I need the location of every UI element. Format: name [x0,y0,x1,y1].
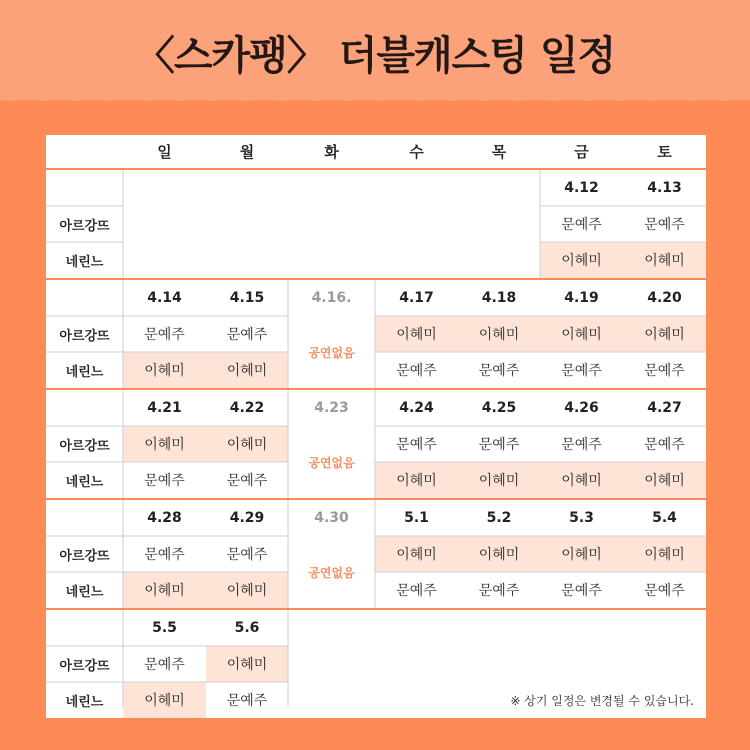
date-cell: 5.4 [623,500,706,536]
scallop [196,84,230,101]
day-header-7: 토 [657,143,672,161]
cast-cell: 이혜미 [123,352,206,388]
scallop [230,84,264,101]
cast-cell: 문예주 [375,352,458,388]
scallop [264,84,298,101]
date-cell: 4.25 [458,390,540,426]
cast-cell: 이혜미 [123,572,206,608]
date-cell: 4.22 [206,390,288,426]
cast-cell: 이혜미 [458,536,540,572]
date-cell: 4.13 [623,170,706,206]
cast-cell: 이혜미 [123,426,206,462]
no-show-label: 공연없음 [288,426,375,498]
cast-cell: 문예주 [123,462,206,498]
scallop [468,84,502,101]
scallop [298,84,332,101]
cast-cell: 이혜미 [375,316,458,352]
cast-cell: 이혜미 [623,536,706,572]
cast-cell: 문예주 [458,352,540,388]
no-show-label: 공연없음 [288,316,375,388]
date-cell: 5.6 [206,610,288,646]
schedule-note: ※ 상기 일정은 변경될 수 있습니다. [510,693,694,708]
cast-cell: 이혜미 [123,682,206,718]
scallop [672,84,706,101]
cast-cell: 이혜미 [623,242,706,278]
date-cell: 4.14 [123,280,206,316]
scallop [0,84,26,101]
role-label-nerine: 네린느 [65,584,104,600]
no-show-label: 공연없음 [288,536,375,608]
day-header-6: 금 [574,143,589,161]
scallop [162,84,196,101]
cast-cell: 문예주 [623,206,706,242]
cast-cell: 문예주 [540,352,623,388]
cast-cell: 문예주 [206,536,288,572]
cast-cell: 문예주 [123,536,206,572]
cast-cell: 이혜미 [458,316,540,352]
cast-cell: 이혜미 [540,316,623,352]
cast-cell: 문예주 [540,572,623,608]
role-label-argante: 아르강뜨 [59,658,110,674]
cast-cell: 이혜미 [540,462,623,498]
scallop [60,84,94,101]
day-header-4: 수 [409,143,424,161]
cast-cell: 이혜미 [206,646,288,682]
cast-cell: 이혜미 [206,352,288,388]
date-cell: 4.20 [623,280,706,316]
date-cell: 4.23 [288,390,375,426]
page-title: 〈스카팽〉 더블캐스팅 일정 [134,33,616,79]
scallop [740,84,750,101]
cast-cell: 문예주 [458,572,540,608]
cast-cell: 이혜미 [623,462,706,498]
date-cell: 4.30 [288,500,375,536]
cast-cell: 문예주 [375,426,458,462]
scallop [400,84,434,101]
cast-cell: 문예주 [375,572,458,608]
date-cell: 4.17 [375,280,458,316]
cast-cell: 문예주 [623,426,706,462]
date-cell: 4.16. [288,280,375,316]
scallop [638,84,672,101]
scallop [502,84,536,101]
cast-cell: 문예주 [623,572,706,608]
day-header-2: 월 [239,143,255,161]
role-label-nerine: 네린느 [65,254,104,270]
cast-cell: 문예주 [540,206,623,242]
date-cell: 4.12 [540,170,623,206]
date-cell: 4.29 [206,500,288,536]
scallop-border [0,84,750,118]
scallop [604,84,638,101]
cast-cell: 이혜미 [206,426,288,462]
scallop [536,84,570,101]
date-cell: 4.21 [123,390,206,426]
date-cell: 5.1 [375,500,458,536]
date-cell: 4.27 [623,390,706,426]
role-label-argante: 아르강뜨 [59,218,110,234]
role-label-argante: 아르강뜨 [59,548,110,564]
scallop [434,84,468,101]
date-cell: 4.19 [540,280,623,316]
cast-cell: 문예주 [206,682,288,718]
role-label-argante: 아르강뜨 [59,328,110,344]
date-cell: 4.26 [540,390,623,426]
date-cell: 4.15 [206,280,288,316]
scallop [26,84,60,101]
day-header-3: 화 [324,143,339,161]
date-cell: 4.18 [458,280,540,316]
cast-cell: 문예주 [458,426,540,462]
cast-cell: 문예주 [206,316,288,352]
day-header-5: 목 [491,143,507,161]
scallop [366,84,400,101]
date-cell: 5.5 [123,610,206,646]
cast-cell: 문예주 [123,316,206,352]
cast-cell: 이혜미 [623,316,706,352]
day-header-1: 일 [157,143,172,161]
cast-cell: 이혜미 [540,242,623,278]
scallop [128,84,162,101]
date-cell: 5.2 [458,500,540,536]
role-label-nerine: 네린느 [65,694,104,710]
empty-block [123,170,540,278]
scallop [570,84,604,101]
cast-cell: 이혜미 [375,536,458,572]
scallop [332,84,366,101]
date-cell: 4.28 [123,500,206,536]
role-label-argante: 아르강뜨 [59,438,110,454]
scallop [94,84,128,101]
date-cell: 5.3 [540,500,623,536]
scallop [706,84,740,101]
date-cell: 4.24 [375,390,458,426]
role-label-nerine: 네린느 [65,364,104,380]
cast-cell: 문예주 [206,462,288,498]
cast-cell: 문예주 [123,646,206,682]
cast-cell: 이혜미 [540,536,623,572]
cast-cell: 이혜미 [206,572,288,608]
cast-cell: 문예주 [623,352,706,388]
role-label-nerine: 네린느 [65,474,104,490]
cast-cell: 문예주 [540,426,623,462]
schedule-table [46,135,706,710]
cast-cell: 이혜미 [375,462,458,498]
cast-cell: 이혜미 [458,462,540,498]
